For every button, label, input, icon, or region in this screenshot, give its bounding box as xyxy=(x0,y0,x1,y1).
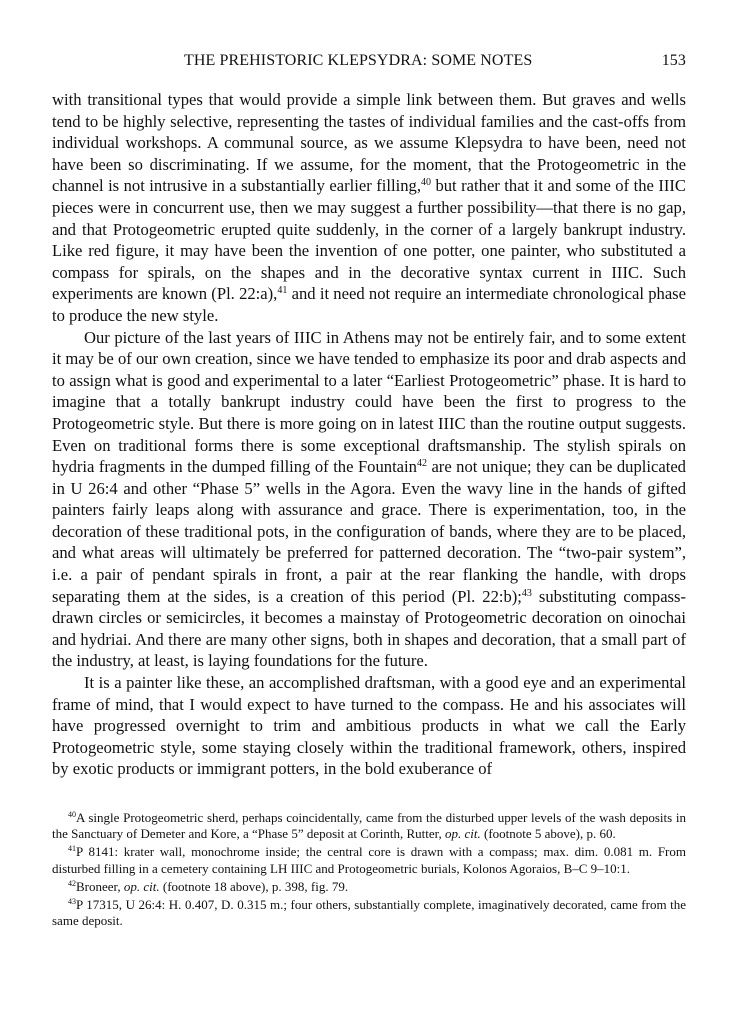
footnote-41: $^{41}$P 8141: krater wall, monochrome inside; the central core is drawn with a compass; max. dim. 0.081 m. From disturbed filling in a cemetery containing LH IIIC and Protogeometric burials, Kolonos Agoraios, B–C 9–10:1. xyxy=(52,844,686,876)
footnote-ref-42[interactable]: 42 xyxy=(416,458,427,470)
footnote-mark-41: 41 xyxy=(68,844,76,854)
footnote-43: $^{43}$P 17315, U 26:4: H. 0.407, D. 0.315 m.; four others, substantially complete, imaginatively decorated, came from the same deposit. xyxy=(52,897,686,929)
body-text xyxy=(52,89,686,780)
footnote-42: $^{42}$Broneer, op. cit. (footnote 18 above), p. 398, fig. 79. xyxy=(68,878,349,894)
page xyxy=(52,52,686,931)
running-title: THE PREHISTORIC KLEPSYDRA: SOME NOTES xyxy=(184,52,533,69)
paragraph-1: with transitional types that would provide a simple link between them. But graves and wells tend to be highly selective, representing the tastes of individual families and the cast-offs from individual workshops. A communal source, as we assume Klepsydra to have been, need not have been so discriminating. If we assume, for the moment, that the Protogeometric in the channel is not intrusive in a substantially earlier filling,$^{40}$ but rather that it and some of the IIIC pieces were in concurrent use, then we may suggest a further possibility—that there is no gap, and that Protogeometric erupted quite suddenly, in the corner of a largely bankrupt industry. Like red figure, it may have been the invention of one potter, one painter, who substituted a compass for spirals, on the shapes and in the decorative syntax current in IIIC. Such experiments are known (Pl. 22:a),$^{41}$ and it need not require an intermediate chronological phase to produce the new style. xyxy=(52,90,687,325)
footnote-ref-43[interactable]: 43 xyxy=(521,587,532,599)
footnote-40: $^{40}$A single Protogeometric sherd, perhaps coincidentally, came from the disturbed upper levels of the wash deposits in the Sanctuary of Demeter and Kore, a “Phase 5” deposit at Corinth, Rutter, op. cit. (footnote 5 above), p. 60. xyxy=(52,810,686,842)
footnote-mark-43: 43 xyxy=(68,897,76,907)
footnote-ref-40[interactable]: 40 xyxy=(420,177,431,189)
footnote-mark-40: 40 xyxy=(68,810,76,819)
paragraph-2: Our picture of the last years of IIIC in Athens may not be entirely fair, and to some extent it may be of our own creation, since we have tended to emphasize its poor and drab aspects and to assign what is good and experimental to a later “Earliest Protogeometric” phase. It is hard to imagine that a totally bankrupt industry could have been the first to progress to the Protogeometric style. But there is more going on in latest IIIC than the routine output suggests. Even on traditional forms there is some exceptional draftsmanship. The stylish spirals on hydria fragments in the dumped filling of the Fountain$^{42}$ are not unique; they can be duplicated in U 26:4 and other “Phase 5” wells in the Agora. Even the wavy line in the hands of gifted painters fairly leaps along with assurance and grace. There is experimentation, too, in the decoration of these traditional pots, in the configuration of bands, where they are to be placed, and what areas will ultimately be preferred for patterned decoration. The “two-pair system”, i.e. a pair of pendant spirals in front, a pair at the rear flanking the handle, with drops separating them at the sides, is a creation of this period (Pl. 22:b);$^{43}$ substituting compass-drawn circles or semicircles, it becomes a mainstay of Protogeometric decoration on oinochai and hydriai. And there are many other signs, both in shapes and decoration, that a small part of the industry, at least, is laying foundations for the future. xyxy=(52,327,687,671)
page-number: 153 xyxy=(661,52,686,69)
footnote-ref-41[interactable]: 41 xyxy=(277,285,288,297)
running-header xyxy=(184,52,686,70)
paragraph-3: It is a painter like these, an accomplished draftsman, with a good eye and an experimental frame of mind, that I would expect to have turned to the compass. He and his associates will have progressed overnight to trim and ambitious products in what we call the Early Protogeometric style, some staying closely within the traditional framework, others, inspired by exotic products or immigrant potters, in the bold exuberance of xyxy=(52,673,686,779)
footnotes xyxy=(52,810,686,929)
footnote-mark-42: 42 xyxy=(68,878,76,888)
